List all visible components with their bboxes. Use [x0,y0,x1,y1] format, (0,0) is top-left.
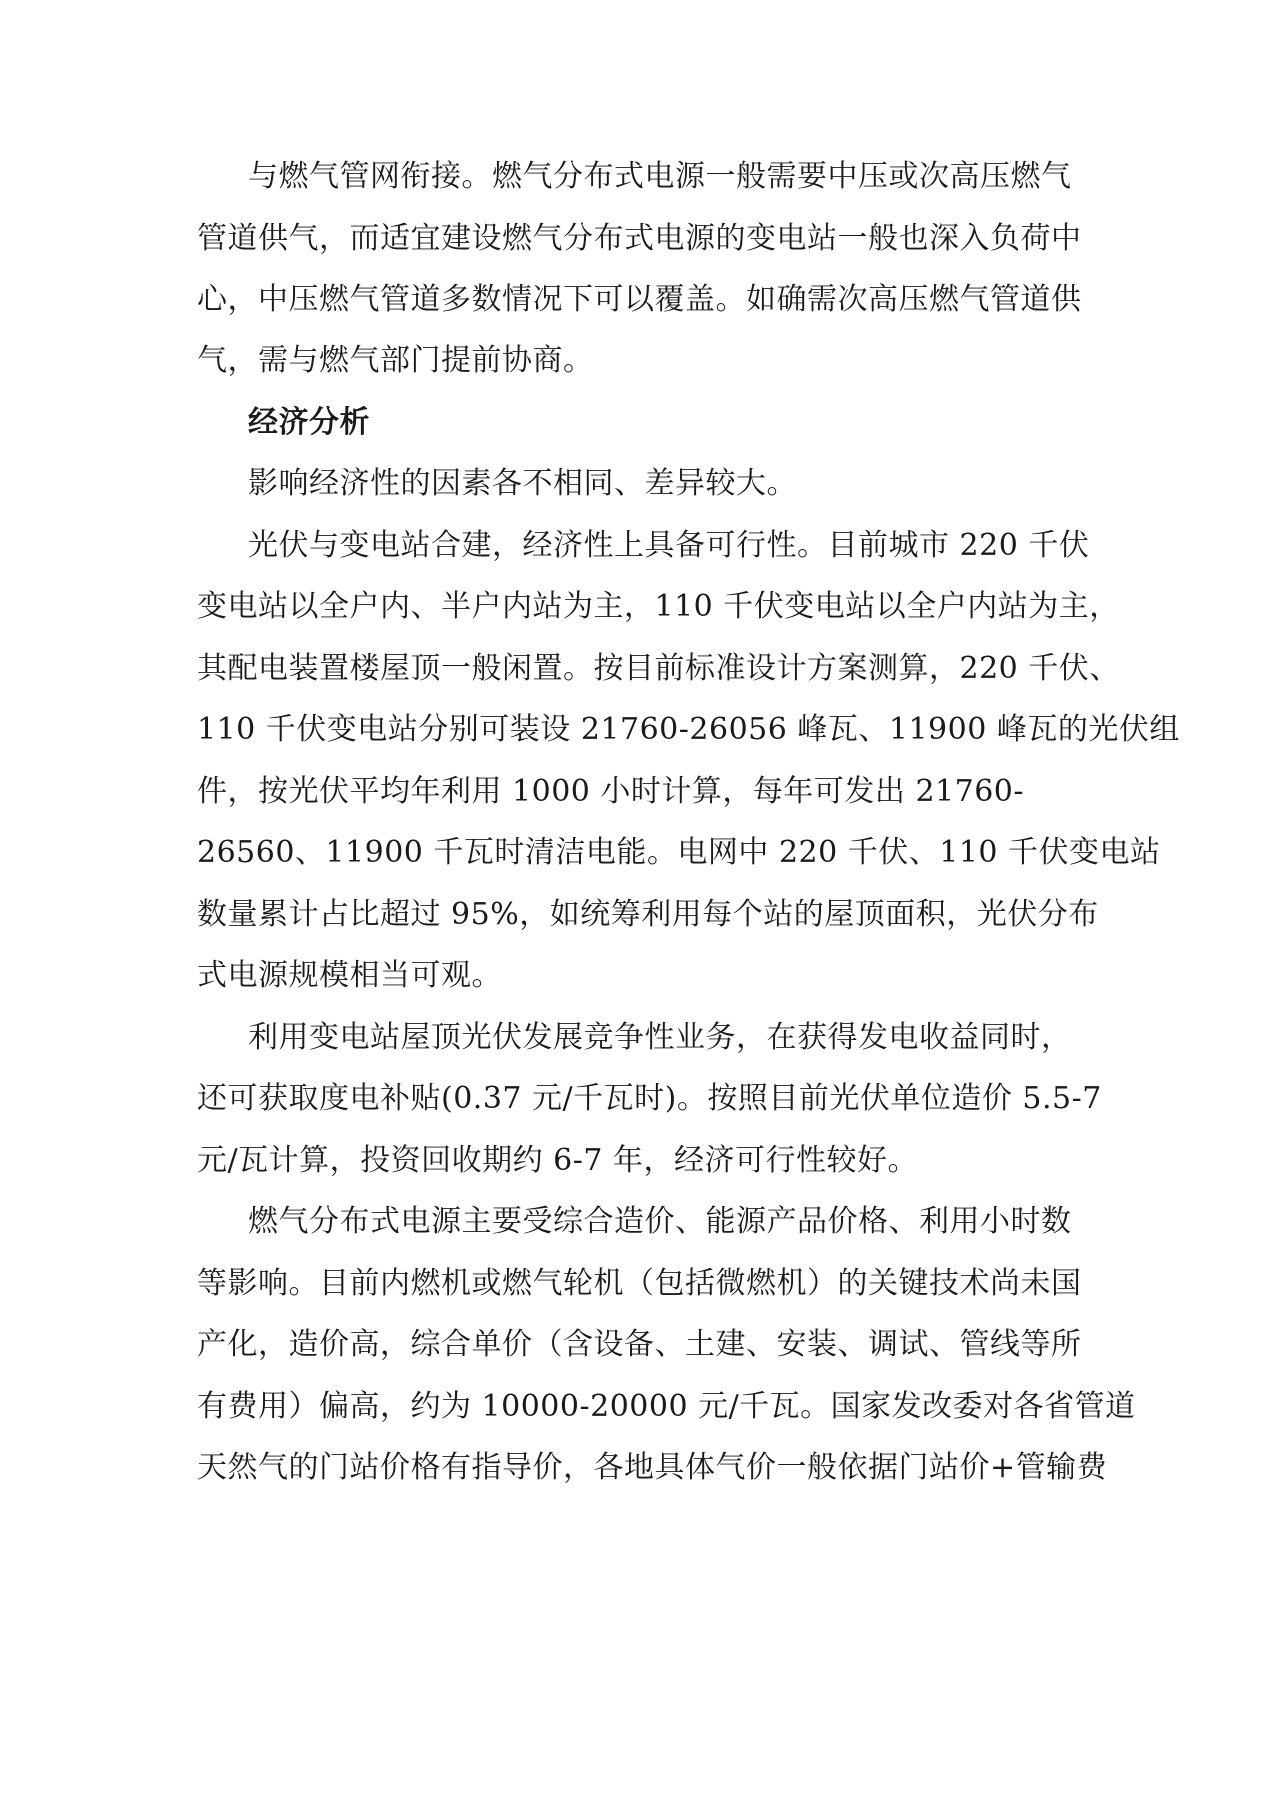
text-line: 有费用）偏高，约为 10000-20000 元/千瓦。国家发改委对各省管道 [197,1389,1136,1424]
text-line: 影响经济性的因素各不相同、差异较大。 [248,466,797,501]
text-line: 气，需与燃气部门提前协商。 [197,343,594,378]
text-line: 心，中压燃气管道多数情况下可以覆盖。如确需次高压燃气管道供 [197,282,1082,317]
text-line: 件，按光伏平均年利用 1000 小时计算，每年可发出 21760- [197,774,1025,809]
text-line: 式电源规模相当可观。 [197,958,502,993]
text-line: 26560、11900 千瓦时清洁电能。电网中 220 千伏、110 千伏变电站 [197,835,1161,870]
text-line: 还可获取度电补贴(0.37 元/千瓦时)。按照目前光伏单位造价 5.5-7 [197,1081,1102,1116]
section-heading: 经济分析 [248,405,370,440]
text-line: 数量累计占比超过 95%，如统筹利用每个站的屋顶面积，光伏分布 [197,897,1099,932]
text-line: 天然气的门站价格有指导价，各地具体气价一般依据门站价+管输费 [197,1450,1108,1485]
text-line: 管道供气，而适宜建设燃气分布式电源的变电站一般也深入负荷中 [197,221,1082,256]
text-line: 与燃气管网衔接。燃气分布式电源一般需要中压或次高压燃气 [248,159,1072,194]
text-line: 元/瓦计算，投资回收期约 6-7 年，经济可行性较好。 [197,1143,918,1178]
text-line: 产化，造价高，综合单价（含设备、土建、安装、调试、管线等所 [197,1327,1082,1362]
text-line: 光伏与变电站合建，经济性上具备可行性。目前城市 220 千伏 [248,528,1090,563]
text-line: 其配电装置楼屋顶一般闲置。按目前标准设计方案测算，220 千伏、 [197,651,1120,686]
text-line: 燃气分布式电源主要受综合造价、能源产品价格、利用小时数 [248,1204,1072,1239]
text-line: 110 千伏变电站分别可装设 21760-26056 峰瓦、11900 峰瓦的光伏组 [197,712,1180,747]
text-line: 利用变电站屋顶光伏发展竞争性业务，在获得发电收益同时， [248,1020,1072,1055]
text-line: 变电站以全户内、半户内站为主，110 千伏变电站以全户内站为主， [197,589,1120,624]
text-line: 等影响。目前内燃机或燃气轮机（包括微燃机）的关键技术尚未国 [197,1266,1082,1301]
